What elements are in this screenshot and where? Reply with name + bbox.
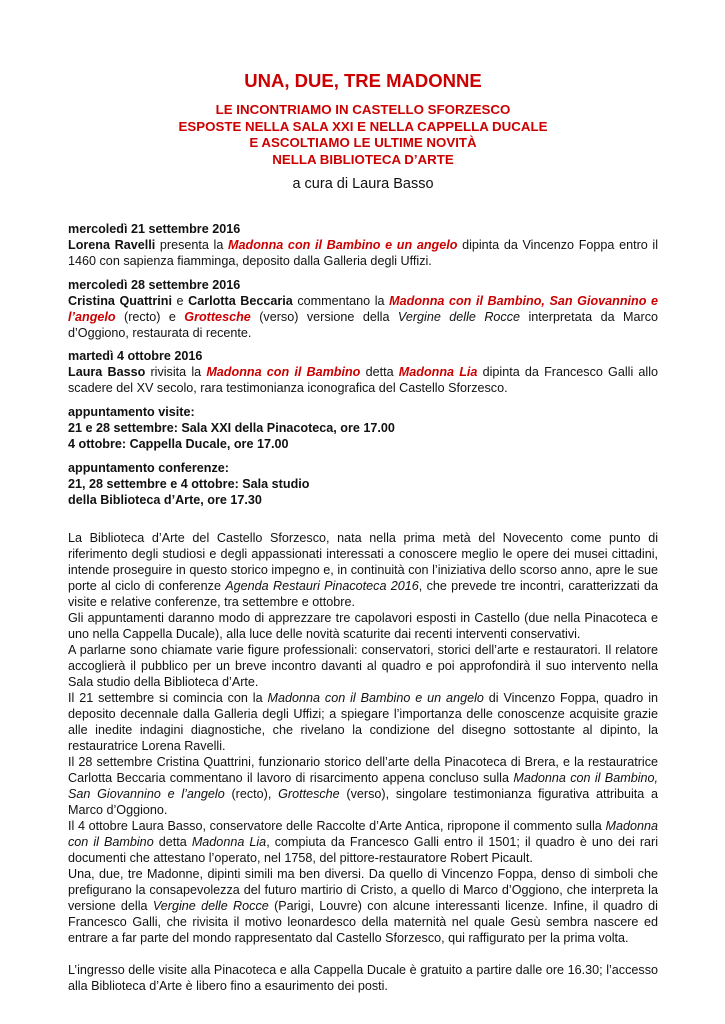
speaker-name: Cristina Quattrini: [68, 294, 172, 308]
speaker-name: Laura Basso: [68, 365, 146, 379]
event-text: (verso) versione della: [250, 310, 398, 324]
paragraph-text: , che prevede tre incontri, caratterizzati da visite e relative conferenze, tra settembre e ottobre.: [68, 579, 659, 609]
artwork-title: Madonna con il Bambino, San Giovannino e l’angelo: [68, 294, 658, 324]
series-title: Agenda Restauri Pinacoteca 2016: [225, 579, 419, 593]
event-text: rivisita la: [145, 365, 207, 379]
artwork-title: Madonna con il Bambino e un angelo: [228, 238, 458, 252]
paragraph-text: (verso), singolare testimonianza figurativa attribuita a Marco d’Oggiono.: [68, 787, 658, 817]
artwork-reference: Madonna Lia: [191, 835, 267, 849]
event-date: mercoledì 21 settembre 2016: [68, 222, 241, 236]
document-title: UNA, DUE, TRE MADONNE: [244, 70, 482, 91]
conferences-line: 21, 28 settembre e 4 ottobre: Sala studio: [68, 477, 310, 491]
event-entry: [68, 277, 658, 341]
event-description: [68, 364, 658, 396]
body-paragraph: [68, 866, 658, 946]
visits-heading: appuntamento visite:: [68, 405, 195, 419]
paragraph-text: , compiuta da Francesco Galli entro il 1501; il quadro è uno dei rari documenti che attestano l’operato, nel 1758, del pittore-restauratore Robert Picault.: [68, 835, 659, 865]
paragraph-text: Il 28 settembre Cristina Quattrini, funzionario storico dell’arte della Pinacoteca di Brera, e la restauratrice Carlotta Beccaria commentano il lavoro di risarcimento appena concluso sulla: [68, 755, 658, 785]
artwork-title: Madonna con il Bambino: [206, 365, 361, 379]
access-info-paragraph: L’ingresso delle visite alla Pinacoteca e alla Cappella Ducale è gratuito a partire dalle ore 16.30; l’accesso alla Biblioteca d’Arte è libero fino a esaurimento dei posti.: [68, 963, 658, 993]
body-paragraph: A parlarne sono chiamate varie figure professionali: conservatori, storici dell’arte e restauratori. Il relatore accoglierà il pubblico per un breve incontro davanti al quadro e poi approfondirà il suo intervento nella Sala studio della Biblioteca d’Arte.: [68, 643, 658, 689]
conferences-schedule: [68, 460, 658, 508]
event-entry: [68, 221, 658, 269]
subtitle-line: NELLA BIBLIOTECA D’ARTE: [272, 151, 454, 167]
event-date: mercoledì 28 settembre 2016: [68, 278, 241, 292]
document-subtitle: [68, 102, 658, 168]
curator-credit: a cura di Laura Basso: [292, 176, 434, 192]
event-description: [68, 293, 658, 341]
paragraph-text: di Vincenzo Foppa, quadro in deposito decennale dalla Galleria degli Uffizi; a spiegare l’importanza delle conoscenze acquisite grazie alle inedite indagini diagnostiche, che rivelano la condizione del disegno sottostante al dipinto, la restauratrice Lorena Ravelli.: [68, 691, 659, 753]
speaker-name: Lorena Ravelli: [68, 238, 156, 252]
subtitle-line: E ASCOLTIAMO LE ULTIME NOVITÀ: [249, 135, 477, 150]
visits-line: 4 ottobre: Cappella Ducale, ore 17.00: [68, 437, 289, 451]
subtitle-line: LE INCONTRIAMO IN CASTELLO SFORZESCO: [215, 102, 511, 117]
artwork-reference: Madonna con il Bambino: [68, 819, 658, 849]
paragraph-text: (Parigi, Louvre) con alcune interessanti licenze. Infine, il quadro di Francesco Galli, che rivisita il motivo leonardesco della maternità nel quale Gesù sembra nascere ed entrare a far parte del mondo rappresentato dal Castello Sforzesco, qui raffigurato per la prima volta.: [68, 899, 658, 945]
body-paragraph: [68, 690, 658, 754]
visits-schedule: [68, 404, 658, 452]
paragraph-text: Il 21 settembre si comincia con la: [68, 691, 268, 705]
event-date: martedì 4 ottobre 2016: [68, 349, 203, 363]
body-paragraph: [68, 818, 658, 866]
paragraph-text: Una, due, tre Madonne, dipinti simili ma ben diversi. Da quello di Vincenzo Foppa, denso di simboli che prefigurano la consapevolezza del futuro martirio di Cristo, a quello di Marco d’Oggiono, che interpreta la versione della: [68, 867, 658, 913]
artwork-reference: Vergine delle Rocce: [152, 899, 269, 913]
artwork-title: Madonna Lia: [398, 365, 478, 379]
artwork-title: Grottesche: [184, 310, 251, 324]
artwork-reference: Grottesche: [278, 787, 340, 801]
paragraph-text: (recto),: [224, 787, 279, 801]
speaker-name: Carlotta Beccaria: [188, 294, 293, 308]
artwork-reference: Madonna con il Bambino e un angelo: [267, 691, 484, 705]
artwork-reference: Vergine delle Rocce: [397, 310, 521, 324]
body-text: [68, 530, 658, 994]
event-entry: [68, 348, 658, 396]
body-paragraph: [68, 754, 658, 818]
body-paragraph: Gli appuntamenti daranno modo di apprezzare tre capolavori esposti in Castello (due nella Pinacoteca e uno nella Cappella Ducale), alla luce delle novità scaturite dai recenti interventi conservativi.: [68, 611, 658, 641]
body-paragraph: [68, 530, 658, 610]
event-text: detta: [360, 365, 399, 379]
subtitle-line: ESPOSTE NELLA SALA XXI E NELLA CAPPELLA DUCALE: [178, 118, 548, 134]
paragraph-text: La Biblioteca d’Arte del Castello Sforzesco, nata nella prima metà del Novecento come punto di riferimento degli studiosi e degli appassionati interessati a conoscere meglio le opere dei musei cittadini, intende proseguire in questo storico impegno e, in continuità con l’iniziativa dello scorso anno, apre le sue porte al ciclo di conferenze: [68, 531, 658, 593]
paragraph-text: Il 4 ottobre Laura Basso, conservatore delle Raccolte d’Arte Antica, ripropone il commento sulla: [68, 819, 606, 833]
event-text: presenta la: [155, 238, 229, 252]
event-text: dipinta da Francesco Galli allo scadere del XV secolo, rara testimonianza iconografica del Castello Sforzesco.: [68, 365, 659, 395]
event-text: e: [171, 294, 189, 308]
artwork-reference: Madonna con il Bambino, San Giovannino e l’angelo: [68, 771, 659, 801]
conferences-heading: appuntamento conferenze:: [68, 461, 229, 475]
event-text: interpretata da Marco d’Oggiono, restaurata di recente.: [68, 310, 659, 340]
conferences-line: della Biblioteca d’Arte, ore 17.30: [68, 493, 262, 507]
event-text: (recto) e: [115, 310, 185, 324]
visits-line: 21 e 28 settembre: Sala XXI della Pinacoteca, ore 17.00: [68, 421, 395, 435]
event-text: dipinta da Vincenzo Foppa entro il 1460 con sapienza fiamminga, deposito dalla Galleria degli Uffizi.: [68, 238, 659, 268]
event-description: [68, 237, 658, 269]
event-text: commentano la: [292, 294, 390, 308]
paragraph-text: detta: [153, 835, 192, 849]
